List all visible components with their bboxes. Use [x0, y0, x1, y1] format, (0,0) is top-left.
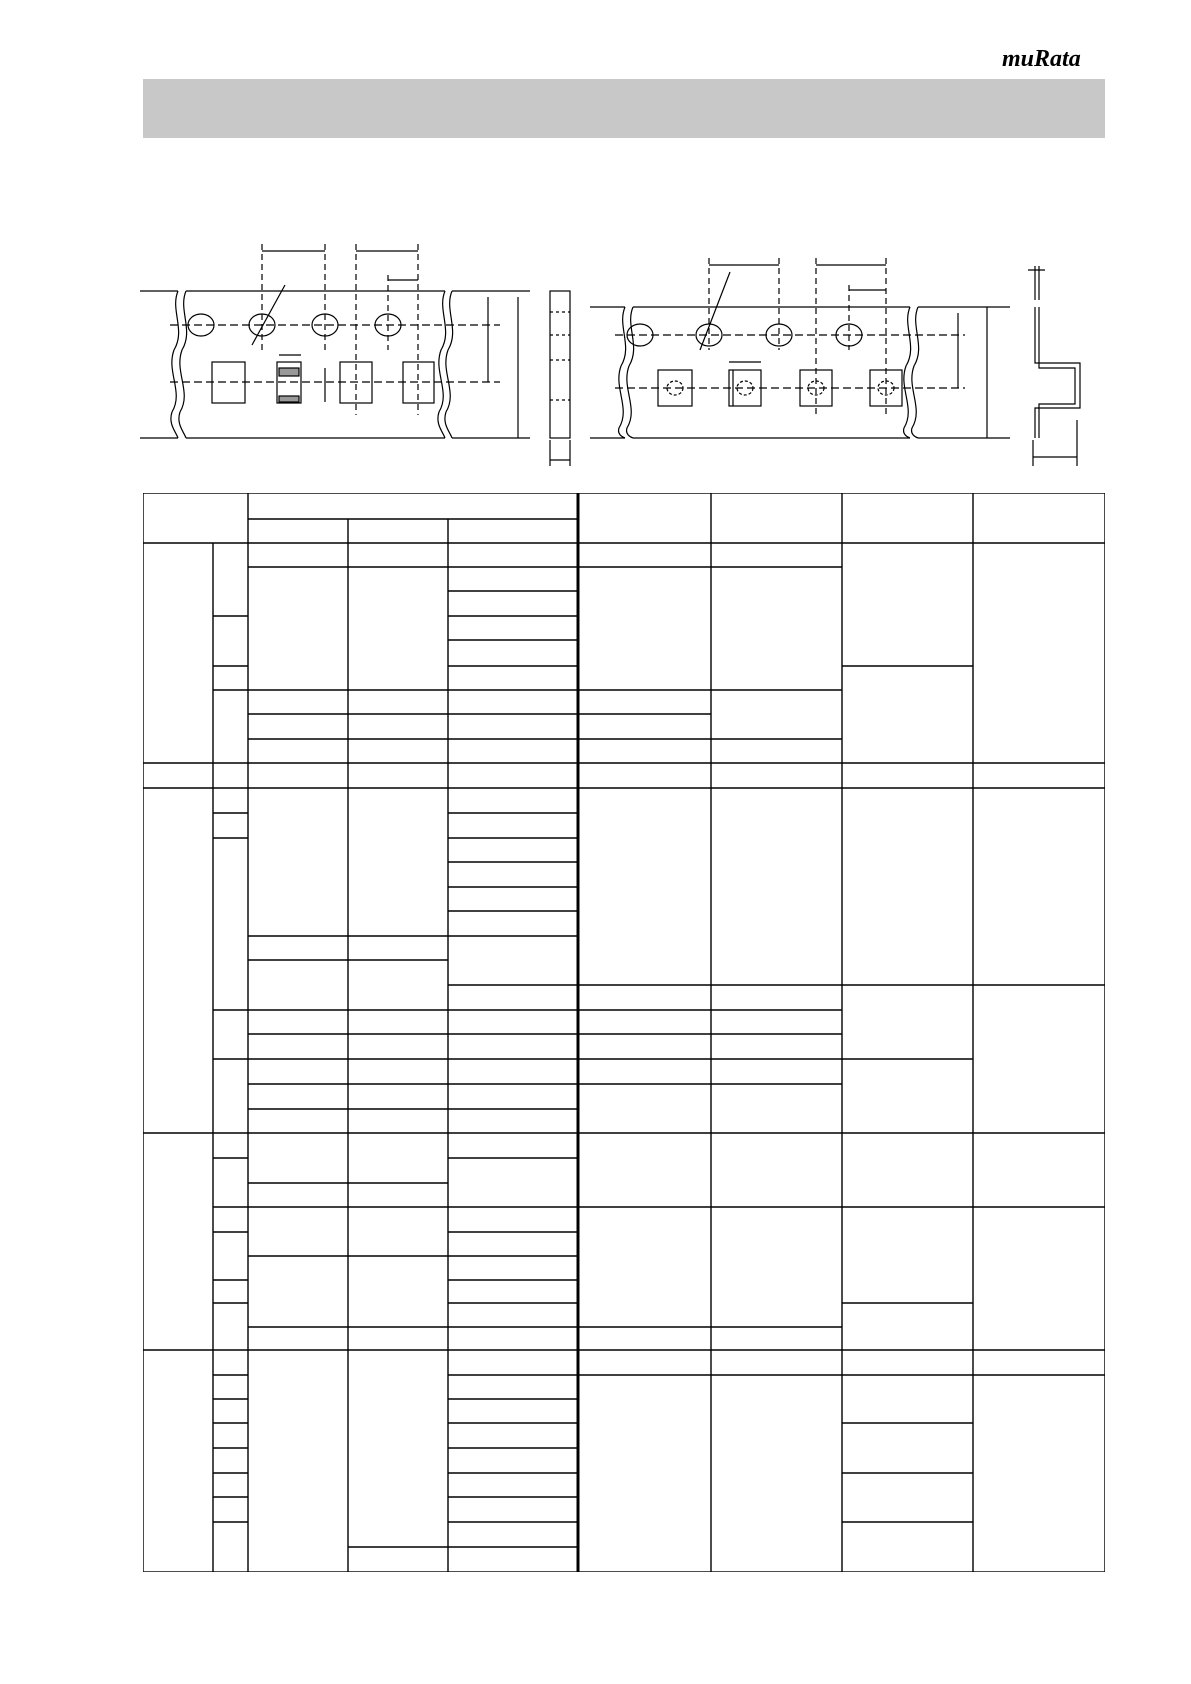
logo-wordmark: muRata [1002, 46, 1081, 72]
paper-tape-view [140, 244, 570, 466]
specification-table [143, 493, 1105, 1572]
embossed-tape-view [590, 258, 1080, 466]
tape-dimension-drawings [0, 0, 1191, 480]
